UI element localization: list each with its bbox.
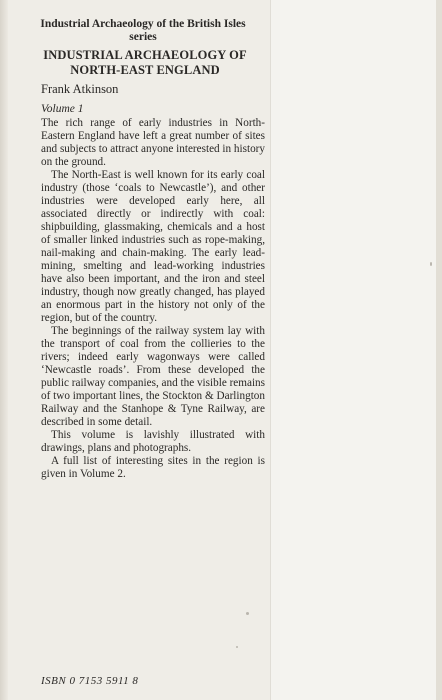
jacket-flap — [8, 0, 271, 700]
blurb-paragraph: The North-East is well known for its early coal industry (those ‘coals to Newcastle’), and other industries were developed early here, all associated directly or indirectly with coal: shipbuilding, glassmaking, chemicals and a host of smaller linked industries such as rope-making, nail-making and chain-making. The early lead-mining, smelting and lead-working industries have also been important, and the iron and steel industry, though now greatly changed, has played an enormous part in the history not only of the region, but of the country. — [41, 169, 265, 324]
volume-label: Volume 1 — [41, 103, 84, 115]
cover-panel — [268, 0, 442, 700]
paper-speck — [246, 612, 249, 615]
blurb-paragraph: The beginnings of the railway system lay with the transport of coal from the collieries to the rivers; indeed early wagonways were called ‘Newcastle roads’. From these developed the public railway companies, and the visible remains of two important lines, the Stockton & Darlington Railway and the Stanhope & Tyne Railway, are described in some detail. — [41, 325, 265, 428]
blurb-paragraph: This volume is lavishly illustrated with drawings, plans and photographs. — [41, 429, 265, 454]
spine-edge — [0, 0, 8, 700]
blurb — [41, 117, 265, 481]
page-edge — [436, 0, 442, 700]
blurb-paragraph: A full list of interesting sites in the region is given in Volume 2. — [41, 455, 265, 480]
isbn-number: ISBN 0 7153 5911 8 — [41, 675, 139, 687]
blurb-paragraph: The rich range of early industries in North-Eastern England have left a great number of sites and subjects to attract anyone interested in history on the ground. — [41, 117, 265, 168]
book-title: INDUSTRIAL ARCHAEOLOGY OF NORTH-EAST ENGLAND — [43, 48, 247, 77]
paper-speck — [430, 262, 432, 266]
series-title: Industrial Archaeology of the British Isles series — [40, 18, 246, 43]
paper-speck — [236, 646, 238, 648]
author-name: Frank Atkinson — [41, 82, 119, 96]
